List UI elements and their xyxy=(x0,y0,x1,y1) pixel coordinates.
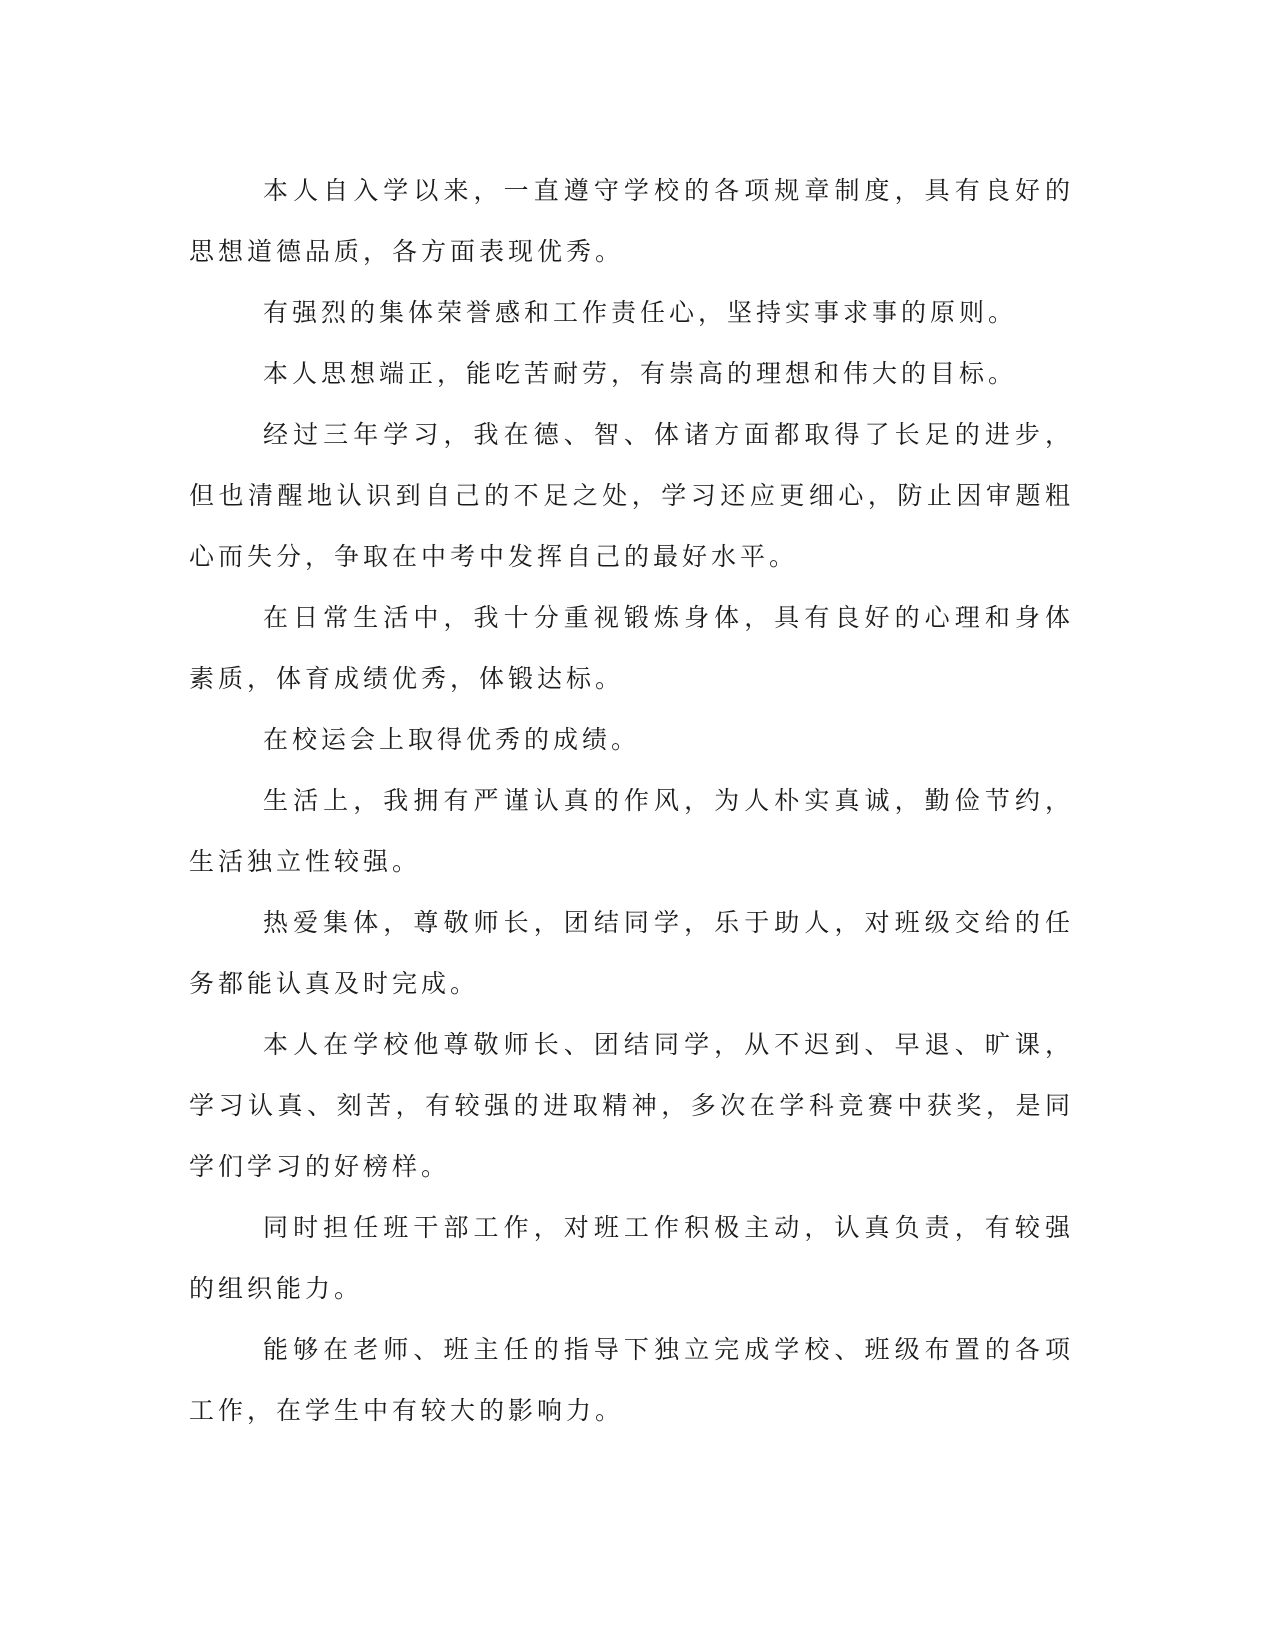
paragraph-5: 在日常生活中，我十分重视锻炼身体，具有良好的心理和身体素质，体育成绩优秀，体锻达标。 xyxy=(189,603,1074,693)
paragraph-7: 生活上，我拥有严谨认真的作风，为人朴实真诚，勤俭节约，生活独立性较强。 xyxy=(189,786,1074,876)
document-body xyxy=(189,160,1074,1441)
paragraph-6: 在校运会上取得优秀的成绩。 xyxy=(263,725,641,754)
paragraph-10: 同时担任班干部工作，对班工作积极主动，认真负责，有较强的组织能力。 xyxy=(189,1213,1074,1303)
paragraph-8: 热爱集体，尊敬师长，团结同学，乐于助人，对班级交给的任务都能认真及时完成。 xyxy=(189,908,1074,998)
paragraph-9: 本人在学校他尊敬师长、团结同学，从不迟到、早退、旷课，学习认真、刻苦，有较强的进取精神，多次在学科竞赛中获奖，是同学们学习的好榜样。 xyxy=(189,1030,1074,1181)
paragraph-11: 能够在老师、班主任的指导下独立完成学校、班级布置的各项工作，在学生中有较大的影响力。 xyxy=(189,1335,1074,1425)
paragraph-4: 经过三年学习，我在德、智、体诸方面都取得了长足的进步，但也清醒地认识到自己的不足之处，学习还应更细心，防止因审题粗心而失分，争取在中考中发挥自己的最好水平。 xyxy=(189,420,1074,571)
paragraph-3: 本人思想端正，能吃苦耐劳，有崇高的理想和伟大的目标。 xyxy=(263,359,1018,388)
paragraph-1: 本人自入学以来，一直遵守学校的各项规章制度，具有良好的思想道德品质，各方面表现优秀。 xyxy=(189,176,1074,266)
paragraph-2: 有强烈的集体荣誉感和工作责任心，坚持实事求事的原则。 xyxy=(263,298,1018,327)
